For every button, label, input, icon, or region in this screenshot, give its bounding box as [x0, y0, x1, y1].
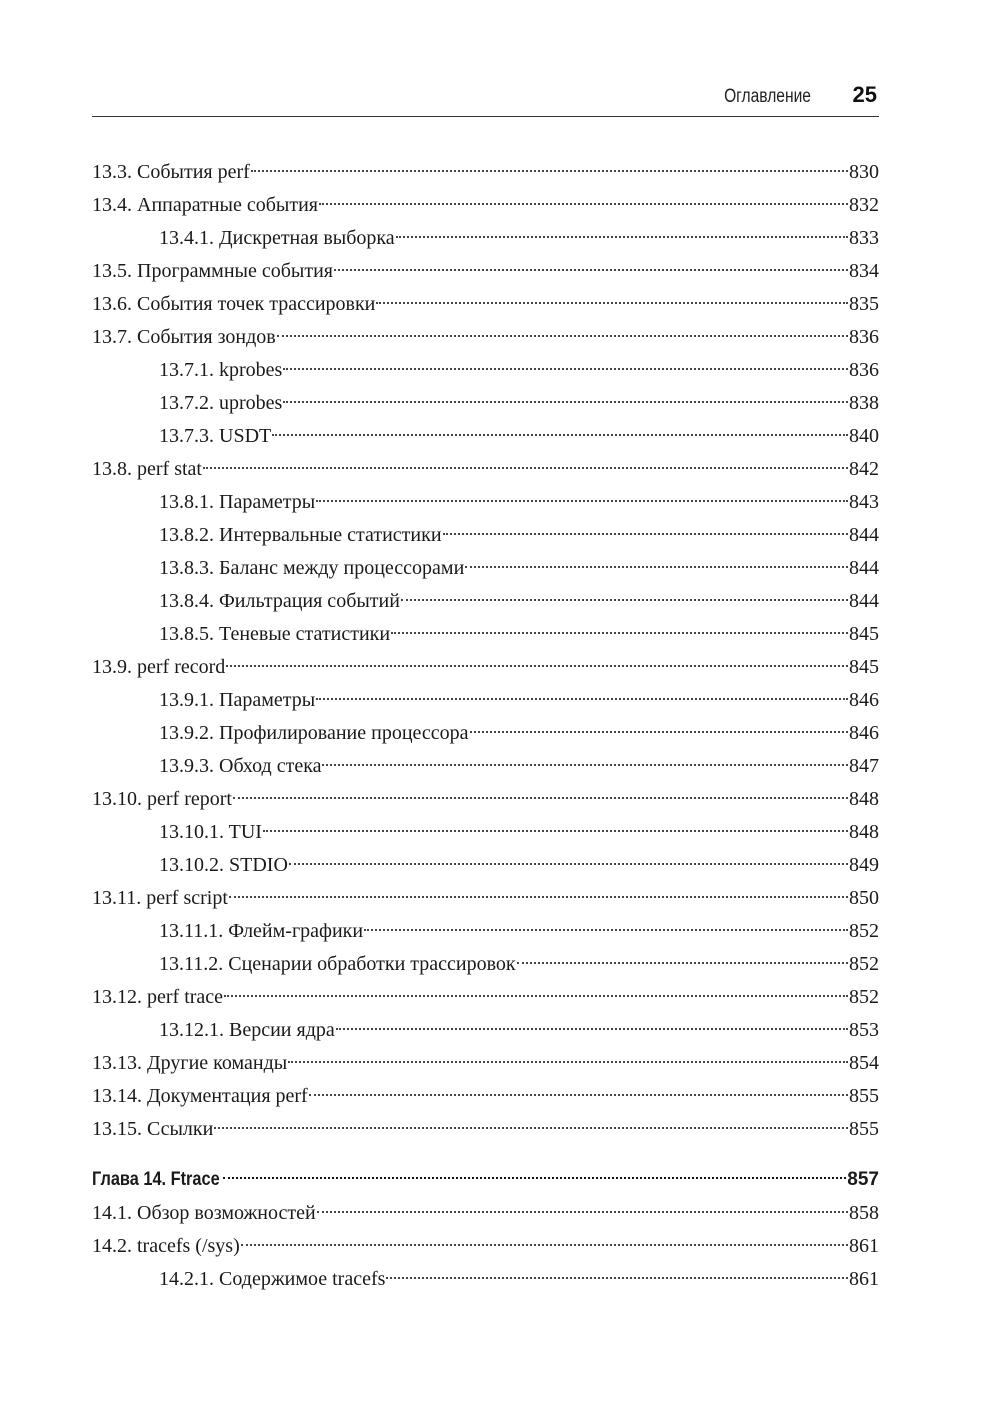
toc-entry-page: 848 — [849, 821, 879, 843]
toc-entry-title: 13.7.3. USDT — [159, 425, 272, 447]
toc-entry-title: 13.8. perf stat — [92, 458, 202, 480]
toc-entry-page: 836 — [849, 326, 879, 348]
dot-leader — [283, 368, 848, 370]
toc-subsection-entry[interactable] — [92, 1014, 879, 1047]
toc-section-entry[interactable] — [92, 1113, 879, 1146]
toc-entry-title: 14.1. Обзор возможностей — [92, 1202, 316, 1224]
toc-entry-title: 13.7.1. kprobes — [159, 359, 283, 381]
toc-entry-title: 13.11.1. Флейм-графики — [159, 920, 364, 942]
toc-entry-page: 834 — [849, 260, 879, 282]
running-header — [92, 78, 879, 117]
toc-entry-page: 848 — [849, 788, 879, 810]
toc-entry-title: 13.10.1. TUI — [159, 821, 262, 843]
toc-entry-title: 13.4.1. Дискретная выборка — [159, 227, 395, 249]
toc-entry-title: 13.8.2. Интервальные статистики — [159, 524, 442, 546]
toc-entry-page: 838 — [849, 392, 879, 414]
toc-entry-page: 844 — [849, 557, 879, 579]
toc-entry-title: 13.12.1. Версии ядра — [159, 1019, 335, 1041]
toc-entry-page: 835 — [849, 293, 879, 315]
toc-subsection-entry[interactable] — [92, 915, 879, 948]
dot-leader — [263, 830, 848, 832]
toc-entry-title: Глава 14. Ftrace — [92, 1169, 220, 1190]
toc-entry-title: 13.7. События зондов — [92, 326, 276, 348]
toc-entry-page: 844 — [849, 590, 879, 612]
toc-entry-title: 13.15. Ссылки — [92, 1118, 214, 1140]
toc-entry-page: 833 — [849, 227, 879, 249]
toc-entry-title: 13.8.5. Теневые статистики — [159, 623, 391, 645]
toc-section-entry[interactable] — [92, 651, 879, 684]
toc-subsection-entry[interactable] — [92, 618, 879, 651]
toc-entry-page: 832 — [849, 194, 879, 216]
toc-subsection-entry[interactable] — [92, 486, 879, 519]
toc-entry-page: 852 — [849, 986, 879, 1008]
toc-section-entry[interactable] — [92, 189, 879, 222]
toc-entry-page: 852 — [849, 920, 879, 942]
toc-section-entry[interactable] — [92, 156, 879, 189]
toc-section-entry[interactable] — [92, 453, 879, 486]
toc-entry-title: 13.7.2. uprobes — [159, 392, 283, 414]
dot-leader — [319, 203, 848, 205]
toc-entry-page: 845 — [849, 623, 879, 645]
toc-entry-page: 850 — [849, 887, 879, 909]
toc-entry-title: 13.9.1. Параметры — [159, 689, 316, 711]
toc-subsection-entry[interactable] — [92, 684, 879, 717]
dot-leader — [233, 797, 848, 799]
toc-entry-page: 843 — [849, 491, 879, 513]
dot-leader — [203, 467, 848, 469]
dot-leader — [224, 995, 848, 997]
toc-entry-title: 13.11. perf script — [92, 887, 228, 909]
toc-subsection-entry[interactable] — [92, 717, 879, 750]
toc-section-entry[interactable] — [92, 321, 879, 354]
toc-entry-title: 13.9.2. Профилирование процессора — [159, 722, 469, 744]
toc-entry-page: 861 — [849, 1268, 879, 1290]
dot-leader — [336, 1028, 848, 1030]
dot-leader — [272, 434, 848, 436]
toc-entry-page: 857 — [847, 1169, 879, 1190]
toc-entry-title: 13.12. perf trace — [92, 986, 224, 1008]
dot-leader — [334, 269, 848, 271]
toc-entry-page: 844 — [849, 524, 879, 546]
toc-subsection-entry[interactable] — [92, 948, 879, 981]
dot-leader — [309, 1094, 848, 1096]
dot-leader — [386, 1277, 848, 1279]
toc-entry-page: 858 — [849, 1202, 879, 1224]
dot-leader — [317, 1211, 848, 1213]
toc-subsection-entry[interactable] — [92, 387, 879, 420]
toc-subsection-entry[interactable] — [92, 816, 879, 849]
toc-entry-title: 13.9. perf record — [92, 656, 226, 678]
toc-entry-title: 13.4. Аппаратные события — [92, 194, 318, 216]
toc-subsection-entry[interactable] — [92, 420, 879, 453]
toc-entry-page: 842 — [849, 458, 879, 480]
toc-section-entry[interactable] — [92, 1047, 879, 1080]
toc-entry-title: 13.9.3. Обход стека — [159, 755, 322, 777]
dot-leader — [289, 863, 848, 865]
toc-section-entry[interactable] — [92, 882, 879, 915]
toc-entry-page: 840 — [849, 425, 879, 447]
toc-entry-title: 13.10.2. STDIO — [159, 854, 288, 876]
dot-leader — [470, 731, 848, 733]
dot-leader — [316, 698, 848, 700]
toc-entry-page: 853 — [849, 1019, 879, 1041]
dot-leader — [241, 1244, 848, 1246]
dot-leader — [443, 533, 848, 535]
dot-leader — [376, 302, 848, 304]
toc-entry-title: 13.8.3. Баланс между процессорами — [159, 557, 465, 579]
toc-section-entry[interactable] — [92, 783, 879, 816]
toc-subsection-entry[interactable] — [92, 750, 879, 783]
toc-entry-page: 861 — [849, 1235, 879, 1257]
toc-section-entry[interactable] — [92, 255, 879, 288]
toc-section-entry[interactable] — [92, 1080, 879, 1113]
toc-section-entry[interactable] — [92, 981, 879, 1014]
toc-subsection-entry[interactable] — [92, 354, 879, 387]
toc-entry-title: 13.13. Другие команды — [92, 1052, 288, 1074]
toc-entry-page: 854 — [849, 1052, 879, 1074]
dot-leader — [391, 632, 848, 634]
dot-leader — [288, 1061, 848, 1063]
toc-entry-page: 836 — [849, 359, 879, 381]
toc-section-entry[interactable] — [92, 1197, 879, 1230]
dot-leader — [277, 335, 848, 337]
dot-leader — [283, 401, 848, 403]
toc-subsection-entry[interactable] — [92, 1263, 879, 1296]
dot-leader — [396, 236, 848, 238]
toc-subsection-entry[interactable] — [92, 519, 879, 552]
toc-entry-page: 847 — [849, 755, 879, 777]
toc-entry-page: 846 — [849, 722, 879, 744]
toc-subsection-entry[interactable] — [92, 849, 879, 882]
dot-leader — [517, 962, 848, 964]
toc-entry-title: 13.5. Программные события — [92, 260, 333, 282]
dot-leader — [251, 170, 848, 172]
table-of-contents — [92, 156, 879, 1296]
toc-subsection-entry[interactable] — [92, 222, 879, 255]
toc-subsection-entry[interactable] — [92, 585, 879, 618]
toc-entry-page: 855 — [849, 1118, 879, 1140]
dot-leader — [401, 599, 848, 601]
dot-leader — [223, 1177, 846, 1179]
dot-leader — [316, 500, 848, 502]
dot-leader — [226, 665, 848, 667]
toc-section-entry[interactable] — [92, 1230, 879, 1263]
dot-leader — [465, 566, 848, 568]
toc-entry-page: 849 — [849, 854, 879, 876]
toc-entry-title: 13.6. События точек трассировки — [92, 293, 376, 315]
dot-leader — [229, 896, 848, 898]
dot-leader — [364, 929, 848, 931]
toc-entry-title: 13.8.1. Параметры — [159, 491, 316, 513]
dot-leader — [214, 1127, 848, 1129]
toc-entry-page: 845 — [849, 656, 879, 678]
toc-section-entry[interactable] — [92, 288, 879, 321]
toc-entry-title: 13.11.2. Сценарии обработки трассировок — [159, 953, 516, 975]
dot-leader — [322, 764, 848, 766]
toc-entry-title: 14.2. tracefs (/sys) — [92, 1235, 240, 1257]
toc-entry-title: 13.14. Документация perf — [92, 1085, 308, 1107]
toc-entry-title: 13.10. perf report — [92, 788, 232, 810]
toc-subsection-entry[interactable] — [92, 552, 879, 585]
running-header-title: Оглавление — [724, 86, 811, 107]
toc-entry-title: 13.8.4. Фильтрация событий — [159, 590, 400, 612]
toc-entry-title: 14.2.1. Содержимое tracefs — [159, 1268, 386, 1290]
toc-entry-title: 13.3. События perf — [92, 161, 250, 183]
toc-chapter-entry[interactable] — [92, 1163, 879, 1197]
page-number: 25 — [852, 82, 877, 107]
toc-entry-page: 830 — [849, 161, 879, 183]
toc-entry-page: 855 — [849, 1085, 879, 1107]
toc-entry-page: 846 — [849, 689, 879, 711]
toc-entry-page: 852 — [849, 953, 879, 975]
